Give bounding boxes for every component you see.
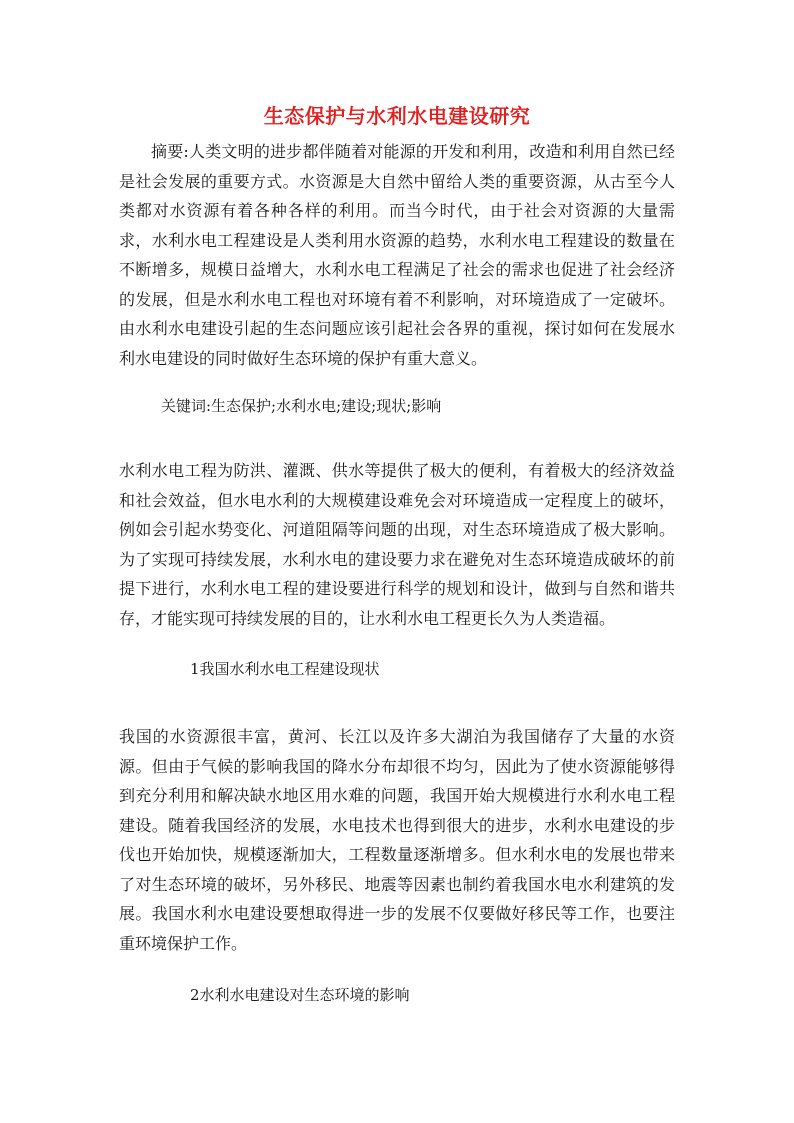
keywords-line: 关键词:生态保护;水利水电;建设;现状;影响 — [161, 397, 442, 415]
section-1-paragraph: 我国的水资源很丰富，黄河、长江以及许多大湖泊为我国储存了大量的水资源。但由于气候的影响我国的降水分布却很不均匀，因此为了使水资源能够得到充分利用和解决缺水地区用水难的问题，我国开始大规模进行水利水电工程建设。随着我国经济的发展，水电技术也得到很大的进步，水利水电建设的步伐也开始加快，规模逐渐加大，工程数量逐渐增多。但水利水电的发展也带来了对生态环境的破坏，另外移民、地震等因素也制约着我国水电水利建筑的发展。我国水利水电建设要想取得进一步的发展不仅要做好移民等工作，也要注重环境保护工作。 — [119, 727, 675, 953]
document-title: 生态保护与水利水电建设研究 — [263, 104, 531, 128]
section-2-heading: 2水利水电建设对生态环境的影响 — [190, 986, 410, 1004]
intro-paragraph: 水利水电工程为防洪、灌溉、供水等提供了极大的便利，有着极大的经济效益和社会效益，但水电水利的大规模建设难免会对环境造成一定程度上的破坏，例如会引起水势变化、河道阻隔等问题的出现，对生态环境造成了极大影响。为了实现可持续发展，水利水电的建设要力求在避免对生态环境造成破坏的前提下进行，水利水电工程的建设要进行科学的规划和设计，做到与自然和谐共存，才能实现可持续发展的目的，让水利水电工程更长久为人类造福。 — [119, 461, 675, 628]
section-1-heading: 1我国水利水电工程建设现状 — [190, 660, 380, 678]
abstract-paragraph: 摘要:人类文明的进步都伴随着对能源的开发和利用，改造和利用自然已经是社会发展的重要方式。水资源是大自然中留给人类的重要资源，从古至今人类都对水资源有着各种各样的利用。而当今时代，由于社会对资源的大量需求，水利水电工程建设是人类利用水资源的趋势，水利水电工程建设的数量在不断增多，规模日益增大，水利水电工程满足了社会的需求也促进了社会经济的发展，但是水利水电工程也对环境有着不利影响，对环境造成了一定破坏。由水利水电建设引起的生态问题应该引起社会各界的重视，探讨如何在发展水利水电建设的同时做好生态环境的保护有重大意义。 — [119, 142, 675, 368]
